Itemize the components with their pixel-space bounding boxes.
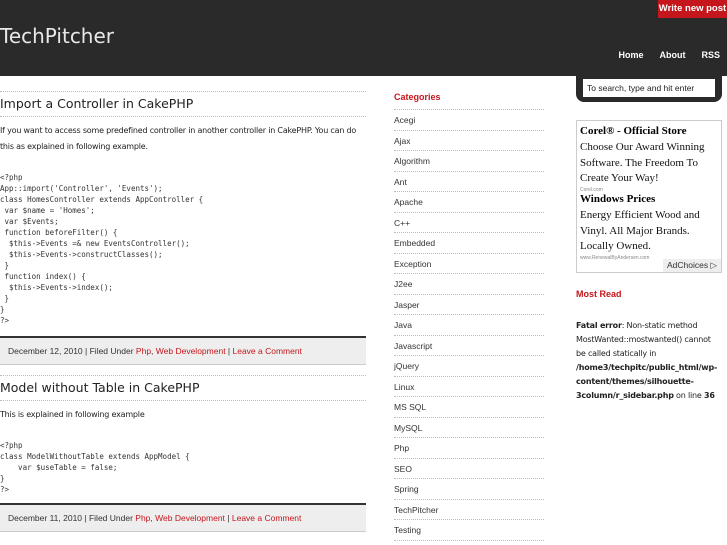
leave-comment-link[interactable]: Leave a Comment [231,513,302,523]
post-title[interactable]: Import a Controller in CakePHP [0,96,194,111]
category-item[interactable]: SEO [394,459,544,480]
error-line-number: 36 [703,391,715,400]
category-link-php[interactable]: Php [135,513,151,523]
category-item[interactable]: Javascript [394,336,544,357]
post-meta: December 11, 2010 | Filed Under Php, Web Development | Leave a Comment [0,503,366,532]
category-item[interactable]: jQuery [394,356,544,377]
post-excerpt: This is explained in following example [0,410,145,419]
category-item[interactable]: Php [394,438,544,459]
filed-under-label: Filed Under [88,513,133,523]
post-excerpt: If you want to access some predefined controller in another controller in CakePHP. You can do this as explained in following example. [0,126,357,151]
category-link-web-development[interactable]: Web Development [155,346,226,356]
post-date: December 12, 2010 [8,346,83,356]
filed-under-label: Filed Under [89,346,134,356]
post-list [0,76,366,532]
category-item[interactable]: Exception [394,254,544,275]
code-block: <?php App::import('Controller', 'Events'); class HomesController extends AppController { var $name = 'Homes'; var $Events; function beforeFilter() { $this->Events =& new EventsController(); $this->Events->constructClasses(); } function index() { $this->Events->index(); } } ?> [0,173,204,325]
category-item[interactable]: Embedded [394,233,544,254]
category-item[interactable]: C++ [394,213,544,234]
ad-text: Energy Efficient Wood and Vinyl. All Major Brands. Locally Owned. [580,209,700,252]
category-item[interactable]: Testing [394,520,544,541]
category-item[interactable]: Algorithm [394,151,544,172]
ad-text: Choose Our Award Winning Software. The Freedom To Create Your Way! [580,141,705,184]
post-title[interactable]: Model without Table in CakePHP [0,380,200,395]
nav-rss[interactable]: RSS [701,50,720,60]
category-item[interactable]: MS SQL [394,397,544,418]
most-read-error [576,319,722,403]
search-input[interactable] [583,79,715,97]
error-label: Fatal error [576,321,622,330]
category-item[interactable]: Apache [394,192,544,213]
categories-widget [394,90,544,541]
category-item[interactable]: Jasper [394,295,544,316]
post-date: December 11, 2010 [8,513,83,523]
ad-title[interactable]: Corel® - Official Store [580,125,687,137]
write-new-post-button[interactable]: Write new post [658,0,727,18]
category-item[interactable]: Spring [394,479,544,500]
most-read-heading: Most Read [576,289,622,299]
ad-url[interactable]: Corel.com [580,187,603,193]
post-meta: December 12, 2010 | Filed Under Php, Web Development | Leave a Comment [0,336,366,365]
category-item[interactable]: TechPitcher [394,500,544,521]
ad-url[interactable]: www.RenewalByAndersen.com [580,255,650,261]
ad-unit [576,120,722,273]
nav-about[interactable]: About [659,50,686,60]
category-item[interactable]: Linux [394,377,544,398]
category-item[interactable]: Java [394,315,544,336]
leave-comment-link[interactable]: Leave a Comment [232,346,302,356]
ad-choices-link[interactable]: AdChoices ▷ [663,259,721,272]
site-title[interactable]: TechPitcher [0,24,115,48]
categories-heading: Categories [394,90,544,110]
main-nav [618,50,720,60]
error-message: : Non-static method MostWanted::mostwanted() cannot be called statically in [576,321,711,358]
category-item[interactable]: J2ee [394,274,544,295]
ad-title[interactable]: Windows Prices [580,193,656,205]
error-line-label: on line [673,391,704,400]
category-item[interactable]: Ant [394,172,544,193]
category-item[interactable]: Ajax [394,131,544,152]
category-item[interactable]: Acegi [394,110,544,131]
site-header [0,0,727,76]
category-item[interactable]: MySQL [394,418,544,439]
error-path: /home3/techpitc/public_html/wp-content/themes/silhouette-3column/r_sidebar.php [576,363,718,400]
category-link-web-development[interactable]: Web Development [155,513,225,523]
nav-home[interactable]: Home [618,50,644,60]
code-block: <?php class ModelWithoutTable extends AppModel { var $useTable = false; } ?> [0,441,190,494]
category-link-php[interactable]: Php [135,346,152,356]
